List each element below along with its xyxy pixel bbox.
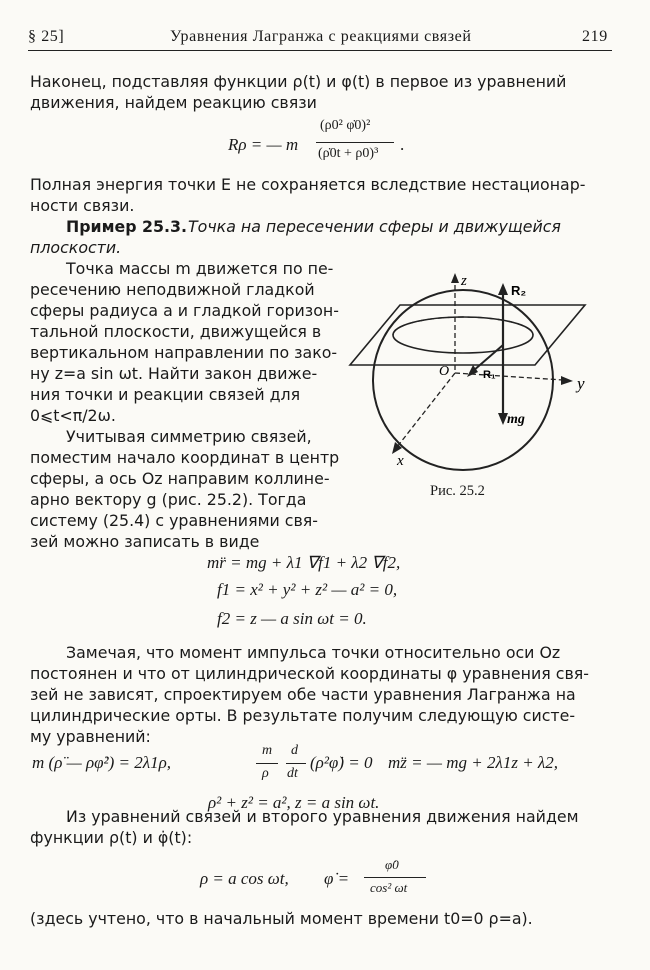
running-title: Уравнения Лагранжа с реакциями связей	[170, 28, 472, 45]
eq-row1-a: m (ρ̈ — ρφ̇²) = 2λ1ρ,	[32, 753, 172, 772]
eq1-denominator: (ρ̇0t + ρ0)³	[318, 146, 379, 161]
eq-last-b-lhs: φ̇ =	[324, 869, 350, 888]
para4-line: систему (25.4) с уравнениями свя-	[30, 511, 318, 530]
eq-last-b-bar	[364, 877, 426, 878]
para4-line: Учитывая симметрию связей,	[66, 427, 312, 446]
para5-line: Замечая, что момент импульса точки относительно оси Oz	[66, 643, 561, 662]
z-axis-arrow	[451, 273, 459, 283]
eq-system-line3: f2 = z — a sin ωt = 0.	[217, 609, 367, 628]
eq1-lhs: Rρ = — m	[228, 135, 299, 154]
eq-row1-d-bar	[286, 763, 306, 764]
eq-row2: ρ² + z² = a², z = a sin ωt.	[208, 793, 380, 812]
r1-vector	[473, 345, 503, 371]
label-mg: mg	[507, 412, 525, 427]
para5-line: му уравнений:	[30, 727, 151, 746]
eq-row1-c: mz̈ = — mg + 2λ1z + λ2,	[388, 753, 559, 772]
para5-line: цилиндрические орты. В результате получим следующую систе-	[30, 706, 576, 725]
label-z: z	[461, 273, 467, 289]
para1-line1: Наконец, подставляя функции ρ(t) и φ(t) в первое из уравнений	[30, 72, 567, 91]
para3-line: ну z=a sin ωt. Найти закон движе-	[30, 364, 318, 383]
label-origin: O	[439, 364, 450, 379]
eq-last-a: ρ = a cos ωt,	[200, 869, 289, 888]
section-marker: § 25]	[28, 28, 65, 45]
eq-row1-b-rest: (ρ²φ̇) = 0	[310, 753, 373, 772]
y-axis-arrow	[561, 376, 573, 385]
label-r2: R₂	[511, 283, 527, 298]
para7-line: (здесь учтено, что в начальный момент времени t0=0 ρ=a).	[30, 909, 533, 928]
figure-sphere-plane	[345, 265, 595, 485]
eq1-end: .	[400, 135, 405, 154]
para3-line: тальной плоскости, движущейся в	[30, 322, 322, 341]
para4-line: поместим начало координат в центр	[30, 448, 340, 467]
eq-row1-d-num: d	[291, 743, 298, 758]
para4-line: сферы, а ось Oz направим коллине-	[30, 469, 330, 488]
eq-row1-b-num: m	[262, 743, 273, 758]
eq1-fraction-bar	[316, 142, 394, 143]
example-title-line1: Точка на пересечении сферы и движущейся	[188, 217, 561, 236]
intersection-circle-back	[393, 317, 533, 335]
para4-line: арно вектору g (рис. 25.2). Тогда	[30, 490, 307, 509]
para5-line: постоянен и что от цилиндрической координаты φ уравнения свя-	[30, 664, 589, 683]
label-y: y	[577, 374, 585, 393]
eq1-numerator: (ρ0² φ̇0)²	[320, 118, 371, 133]
para6-line: функции ρ(t) и φ̇(t):	[30, 828, 193, 847]
para3-line: 0⩽t<π/2ω.	[30, 406, 116, 425]
header-rule	[28, 50, 612, 51]
eq-system-line1: mr̈ = mg + λ1 ∇f1 + λ2 ∇f2,	[207, 553, 401, 572]
para2-line1: Полная энергия точки E не сохраняется вследствие нестационар-	[30, 175, 586, 194]
label-r1: R₁	[483, 369, 496, 381]
r2-arrow	[498, 283, 508, 295]
para3-line: Точка массы m движется по пе-	[66, 259, 334, 278]
para6-line: Из уравнений связей и второго уравнения движения найдем	[66, 807, 579, 826]
page-number: 219	[582, 28, 608, 45]
para1-line2: движения, найдем реакцию связи	[30, 93, 317, 112]
figure-caption: Рис. 25.2	[430, 483, 485, 499]
para5-line: зей не зависят, спроектируем обе части уравнения Лагранжа на	[30, 685, 576, 704]
para3-line: вертикальном направлении по зако-	[30, 343, 338, 362]
para4-line: зей можно записать в виде	[30, 532, 260, 551]
para2-line2: ности связи.	[30, 196, 135, 215]
x-axis	[397, 373, 455, 447]
example-title-line2: плоскости.	[30, 238, 122, 257]
eq-row1-d-den: dt	[287, 766, 298, 781]
eq-row1-b-den: ρ	[262, 766, 269, 781]
eq-row1-b-bar	[256, 763, 278, 764]
label-x: x	[397, 453, 404, 469]
eq-last-b-num: φ̇0	[385, 857, 399, 872]
eq-last-b-den: cos² ωt	[370, 880, 408, 895]
para3-line: сферы радиуса a и гладкой горизон-	[30, 301, 339, 320]
para3-line: ния точки и реакции связей для	[30, 385, 301, 404]
example-label: Пример 25.3.	[66, 217, 188, 236]
para3-line: ресечению неподвижной гладкой	[30, 280, 315, 299]
eq-system-line2: f1 = x² + y² + z² — a² = 0,	[217, 580, 398, 599]
